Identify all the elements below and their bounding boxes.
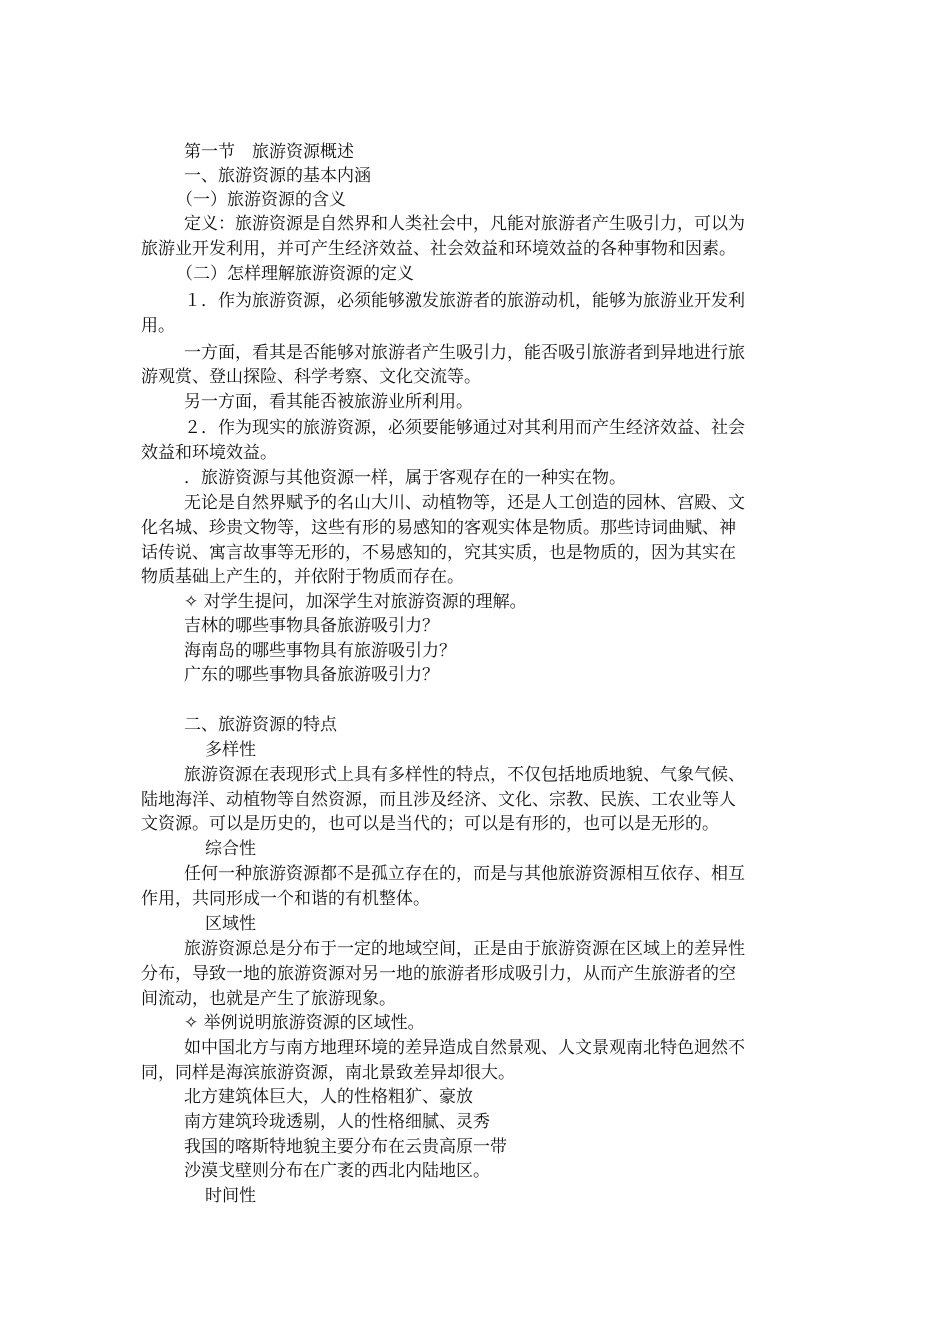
example-line: 南方建筑玲珑透剔，人的性格细腻、灵秀 — [184, 1112, 490, 1132]
paragraph-line: 任何一种旅游资源都不是孤立存在的，而是与其他旅游资源相互依存、相互 — [184, 864, 745, 884]
feature-temporal-heading: 时间性 — [205, 1186, 256, 1206]
question-3: 广东的哪些事物具备旅游吸引力？ — [184, 665, 439, 685]
heading-1-2: （二）怎样理解旅游资源的定义 — [176, 264, 414, 284]
point-3: ．旅游资源与其他资源一样，属于客观存在的一种实在物。 — [184, 468, 626, 488]
paragraph-line: 陆地海洋、动植物等自然资源，而且涉及经济、文化、宗教、民族、工农业等人 — [141, 790, 736, 810]
example-line: 我国的喀斯特地貌主要分布在云贵高原一带 — [184, 1137, 507, 1157]
heading-1: 一、旅游资源的基本内涵 — [184, 166, 371, 186]
paragraph-line: 话传说、寓言故事等无形的，不易感知的，究其实质，也是物质的，因为其实在 — [141, 543, 736, 563]
paragraph-line: 游观赏、登山探险、科学考察、文化交流等。 — [141, 367, 481, 387]
paragraph-line: 旅游资源总是分布于一定的地域空间，正是由于旅游资源在区域上的差异性 — [184, 939, 745, 959]
question-intro: ✧ 对学生提问，加深学生对旅游资源的理解。 — [184, 592, 527, 612]
point-2-line-1: ２．作为现实的旅游资源，必须要能够通过对其利用而产生经济效益、社会 — [184, 418, 745, 438]
feature-comprehensive-heading: 综合性 — [205, 839, 256, 859]
example-line: 北方建筑体巨大，人的性格粗犷、豪放 — [184, 1087, 473, 1107]
feature-regional-heading: 区域性 — [205, 914, 256, 934]
paragraph-line: 化名城、珍贵文物等，这些有形的易感知的客观实体是物质。那些诗词曲赋、神 — [141, 518, 736, 538]
paragraph-line: 无论是自然界赋予的名山大川、动植物等，还是人工创造的园林、宫殿、文 — [184, 493, 745, 513]
point-2-line-2: 效益和环境效益。 — [141, 443, 277, 463]
paragraph-line: 分布，导致一地的旅游资源对另一地的旅游者形成吸引力，从而产生旅游者的空 — [141, 964, 736, 984]
paragraph-line: 物质基础上产生的，并依附于物质而存在。 — [141, 567, 464, 587]
feature-diversity-heading: 多样性 — [205, 740, 256, 760]
question-2: 海南岛的哪些事物具有旅游吸引力？ — [184, 641, 456, 661]
paragraph-line: 一方面，看其是否能够对旅游者产生吸引力，能否吸引旅游者到异地进行旅 — [184, 343, 745, 363]
paragraph-line: 同，同样是海滨旅游资源，南北景致差异却很大。 — [141, 1063, 515, 1083]
paragraph-line: 另一方面，看其能否被旅游业所利用。 — [184, 392, 473, 412]
paragraph-line: 如中国北方与南方地理环境的差异造成自然景观、人文景观南北特色迥然不 — [184, 1038, 745, 1058]
paragraph-line: 旅游资源在表现形式上具有多样性的特点，不仅包括地质地貌、气象气候、 — [184, 765, 745, 785]
heading-1-1: （一）旅游资源的含义 — [176, 190, 346, 210]
heading-2: 二、旅游资源的特点 — [184, 715, 337, 735]
section-title: 第一节 旅游资源概述 — [184, 142, 354, 162]
question-1: 吉林的哪些事物具备旅游吸引力？ — [184, 616, 439, 636]
example-intro: ✧ 举例说明旅游资源的区域性。 — [184, 1013, 425, 1033]
point-1-line-2: 用。 — [141, 316, 175, 336]
definition-line-2: 旅游业开发利用，并可产生经济效益、社会效益和环境效益的各种事物和因素。 — [141, 239, 736, 259]
point-1-line-1: １．作为旅游资源，必须能够激发旅游者的旅游动机，能够为旅游业开发利 — [184, 291, 745, 311]
paragraph-line: 作用，共同形成一个和谐的有机整体。 — [141, 889, 430, 909]
paragraph-line: 间流动，也就是产生了旅游现象。 — [141, 989, 396, 1009]
definition-line-1: 定义：旅游资源是自然界和人类社会中，凡能对旅游者产生吸引力，可以为 — [184, 214, 745, 234]
paragraph-line: 文资源。可以是历史的，也可以是当代的；可以是有形的，也可以是无形的。 — [141, 814, 719, 834]
example-line: 沙漠戈壁则分布在广袤的西北内陆地区。 — [184, 1161, 490, 1181]
